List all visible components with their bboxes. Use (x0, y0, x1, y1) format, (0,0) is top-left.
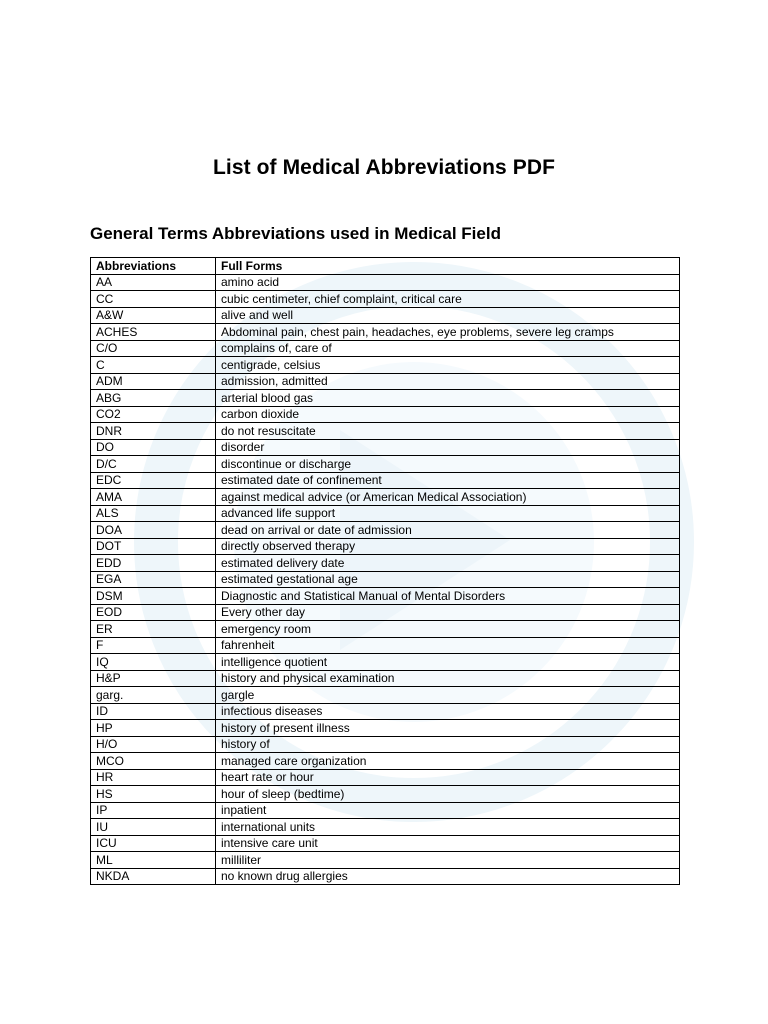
full-form-cell: admission, admitted (216, 373, 680, 390)
table-row (91, 868, 680, 885)
abbreviation-cell: EOD (91, 604, 216, 621)
table-row (91, 307, 680, 324)
table-row (91, 720, 680, 737)
table-row (91, 340, 680, 357)
full-form-cell: milliliter (216, 852, 680, 869)
table-row (91, 687, 680, 704)
abbreviation-cell: ID (91, 703, 216, 720)
abbreviation-cell: A&W (91, 307, 216, 324)
abbreviation-cell: HR (91, 769, 216, 786)
table-row (91, 555, 680, 572)
table-row (91, 670, 680, 687)
abbreviation-cell: NKDA (91, 868, 216, 885)
abbreviation-cell: HP (91, 720, 216, 737)
abbreviation-cell: DSM (91, 588, 216, 605)
abbreviation-cell: EGA (91, 571, 216, 588)
table-row (91, 819, 680, 836)
full-form-cell: cubic centimeter, chief complaint, critical care (216, 291, 680, 308)
full-form-cell: alive and well (216, 307, 680, 324)
full-form-cell: disorder (216, 439, 680, 456)
table-row (91, 456, 680, 473)
abbreviation-cell: ADM (91, 373, 216, 390)
table-row (91, 852, 680, 869)
column-header-full-forms: Full Forms (216, 258, 680, 275)
abbreviation-cell: AA (91, 274, 216, 291)
table-row (91, 621, 680, 638)
table-row (91, 390, 680, 407)
full-form-cell: hour of sleep (bedtime) (216, 786, 680, 803)
abbreviation-cell: CO2 (91, 406, 216, 423)
full-form-cell: Diagnostic and Statistical Manual of Mental Disorders (216, 588, 680, 605)
abbreviation-cell: ACHES (91, 324, 216, 341)
abbreviation-cell: DNR (91, 423, 216, 440)
abbreviation-cell: DO (91, 439, 216, 456)
full-form-cell: do not resuscitate (216, 423, 680, 440)
full-form-cell: intelligence quotient (216, 654, 680, 671)
table-row (91, 753, 680, 770)
table-row (91, 357, 680, 374)
full-form-cell: carbon dioxide (216, 406, 680, 423)
abbreviation-cell: H&P (91, 670, 216, 687)
table-row (91, 802, 680, 819)
page-title: List of Medical Abbreviations PDF (212, 156, 556, 179)
table-row (91, 588, 680, 605)
abbreviation-cell: DOT (91, 538, 216, 555)
abbreviation-cell: EDD (91, 555, 216, 572)
abbreviation-cell: garg. (91, 687, 216, 704)
table-body (91, 274, 680, 885)
full-form-cell: estimated gestational age (216, 571, 680, 588)
table-row (91, 406, 680, 423)
full-form-cell: estimated delivery date (216, 555, 680, 572)
full-form-cell: infectious diseases (216, 703, 680, 720)
full-form-cell: directly observed therapy (216, 538, 680, 555)
table-row (91, 522, 680, 539)
table-row (91, 423, 680, 440)
abbreviation-cell: HS (91, 786, 216, 803)
full-form-cell: against medical advice (or American Medical Association) (216, 489, 680, 506)
abbreviation-cell: F (91, 637, 216, 654)
abbreviation-cell: ABG (91, 390, 216, 407)
full-form-cell: discontinue or discharge (216, 456, 680, 473)
table-row (91, 571, 680, 588)
full-form-cell: heart rate or hour (216, 769, 680, 786)
full-form-cell: Every other day (216, 604, 680, 621)
abbreviations-table (90, 257, 680, 885)
abbreviation-cell: ICU (91, 835, 216, 852)
table-row (91, 324, 680, 341)
full-form-cell: dead on arrival or date of admission (216, 522, 680, 539)
full-form-cell: arterial blood gas (216, 390, 680, 407)
abbreviation-cell: C/O (91, 340, 216, 357)
table-row (91, 736, 680, 753)
full-form-cell: managed care organization (216, 753, 680, 770)
table-row (91, 291, 680, 308)
abbreviation-cell: IP (91, 802, 216, 819)
abbreviation-cell: ALS (91, 505, 216, 522)
full-form-cell: history of present illness (216, 720, 680, 737)
table-row (91, 786, 680, 803)
section-title: General Terms Abbreviations used in Medical Field (90, 224, 501, 243)
full-form-cell: estimated date of confinement (216, 472, 680, 489)
full-form-cell: Abdominal pain, chest pain, headaches, eye problems, severe leg cramps (216, 324, 680, 341)
table-row (91, 439, 680, 456)
table-row (91, 505, 680, 522)
full-form-cell: inpatient (216, 802, 680, 819)
full-form-cell: advanced life support (216, 505, 680, 522)
abbreviation-cell: EDC (91, 472, 216, 489)
table-row (91, 604, 680, 621)
full-form-cell: amino acid (216, 274, 680, 291)
abbreviation-cell: ER (91, 621, 216, 638)
full-form-cell: history of (216, 736, 680, 753)
full-form-cell: international units (216, 819, 680, 836)
table-row (91, 472, 680, 489)
abbreviation-cell: DOA (91, 522, 216, 539)
table-row (91, 654, 680, 671)
abbreviation-cell: D/C (91, 456, 216, 473)
full-form-cell: no known drug allergies (216, 868, 680, 885)
table-row (91, 769, 680, 786)
abbreviation-cell: IU (91, 819, 216, 836)
full-form-cell: emergency room (216, 621, 680, 638)
table-row (91, 274, 680, 291)
abbreviation-cell: ML (91, 852, 216, 869)
abbreviation-cell: MCO (91, 753, 216, 770)
column-header-abbreviations: Abbreviations (91, 258, 216, 275)
abbreviation-cell: C (91, 357, 216, 374)
full-form-cell: fahrenheit (216, 637, 680, 654)
abbreviation-cell: IQ (91, 654, 216, 671)
full-form-cell: centigrade, celsius (216, 357, 680, 374)
abbreviation-cell: AMA (91, 489, 216, 506)
full-form-cell: history and physical examination (216, 670, 680, 687)
full-form-cell: complains of, care of (216, 340, 680, 357)
table-row (91, 703, 680, 720)
full-form-cell: intensive care unit (216, 835, 680, 852)
table-row (91, 373, 680, 390)
abbreviation-cell: H/O (91, 736, 216, 753)
full-form-cell: gargle (216, 687, 680, 704)
table-row (91, 538, 680, 555)
table-row (91, 489, 680, 506)
table-header-row (91, 258, 680, 275)
table-row (91, 835, 680, 852)
table-row (91, 637, 680, 654)
abbreviation-cell: CC (91, 291, 216, 308)
